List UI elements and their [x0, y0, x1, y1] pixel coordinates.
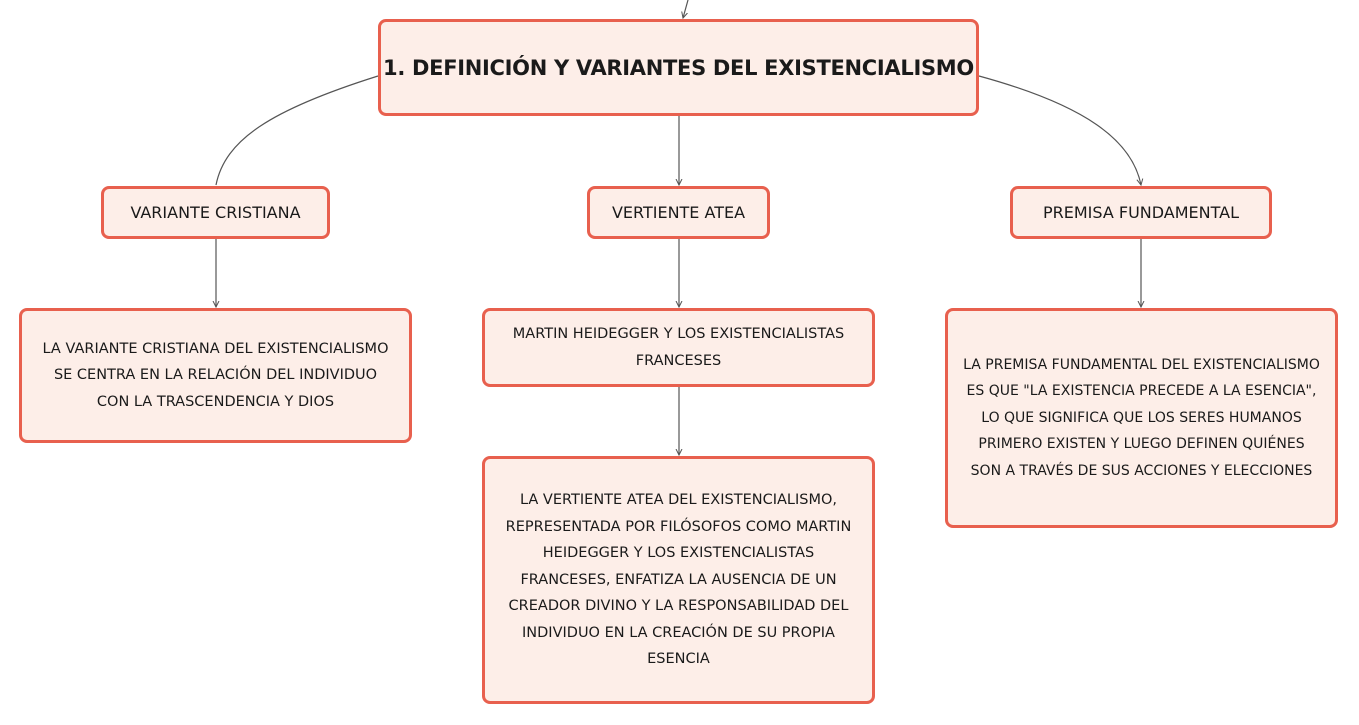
branch-node-variante-cristiana[interactable] [101, 186, 330, 239]
leaf-node-text: LA PREMISA FUNDAMENTAL DEL EXISTENCIALISMO ES QUE "LA EXISTENCIA PRECEDE A LA ESENCIA", LO QUE SIGNIFICA QUE LOS SERES HUMANOS PRIMERO EXISTEN Y LUEGO DEFINEN QUIÉNES SON A TRAVÉS DE SUS ACCIONES Y ELECCIONES [963, 356, 1320, 479]
branch-node-label: VERTIENTE ATEA [611, 203, 746, 222]
connector-root-to-variante-cristiana [216, 76, 378, 185]
leaf-node-variante-cristiana[interactable] [19, 308, 412, 443]
branch-node-label: PREMISA FUNDAMENTAL [1042, 203, 1240, 222]
leaf-node-text: MARTIN HEIDEGGER Y LOS EXISTENCIALISTAS FRANCESES [512, 326, 845, 369]
leaf-node-heidegger[interactable] [482, 308, 875, 387]
branch-node-premisa-fundamental[interactable] [1010, 186, 1272, 239]
leaf-node-premisa-fundamental[interactable] [945, 308, 1338, 528]
root-node-label: 1. DEFINICIÓN Y VARIANTES DEL EXISTENCIALISMO [383, 55, 974, 80]
leaf-node-text: LA VERTIENTE ATEA DEL EXISTENCIALISMO, REPRESENTADA POR FILÓSOFOS COMO MARTIN HEIDEGGER Y LOS EXISTENCIALISTAS FRANCESES, ENFATIZA LA AUSENCIA DE UN CREADOR DIVINO Y LA RESPONSABILIDAD DEL INDIVIDUO EN LA CREACIÓN DE SU PROPIA ESENCIA [505, 492, 852, 668]
leaf-node-vertiente-atea-detail[interactable] [482, 456, 875, 704]
branch-node-label: VARIANTE CRISTIANA [130, 203, 301, 222]
connector-parent-to-root [683, 0, 688, 18]
branch-node-vertiente-atea[interactable] [587, 186, 770, 239]
connector-root-to-premisa-fundamental [979, 76, 1141, 185]
leaf-node-text: LA VARIANTE CRISTIANA DEL EXISTENCIALISMO SE CENTRA EN LA RELACIÓN DEL INDIVIDUO CON LA TRASCENDENCIA Y DIOS [42, 340, 389, 410]
root-node[interactable] [378, 19, 979, 116]
